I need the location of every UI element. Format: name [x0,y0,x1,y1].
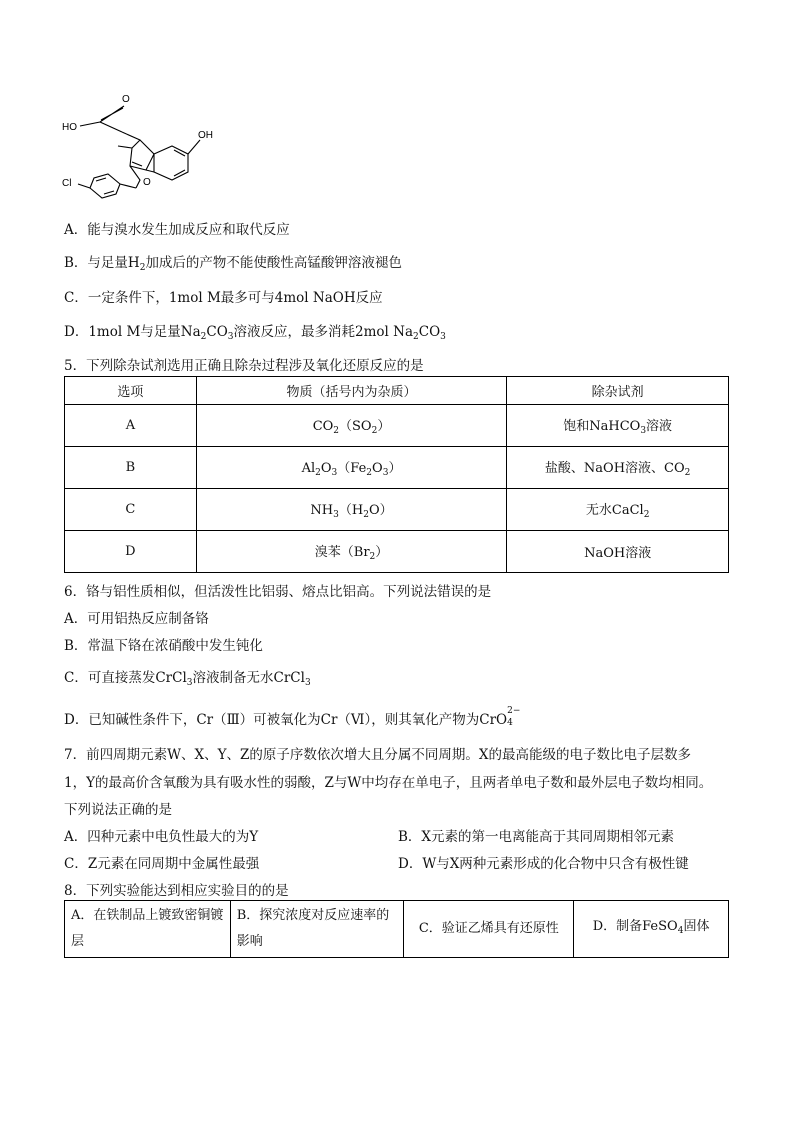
q8-table [64,900,729,958]
t: 2 [315,468,321,478]
t: 2 [363,510,369,520]
t: ） [377,419,391,434]
q6-option-c [64,666,311,688]
t: 3 [333,510,339,520]
t: ） [388,461,402,476]
q4-d-mid1: CO [206,324,228,340]
q8-option-c: C．验证乙烯具有还原性 [404,901,574,958]
carbonyl-o-label: O [143,177,151,188]
q8-option-a: A．在铁制品上镀致密铜镀层 [65,901,231,958]
t: （H [338,503,364,518]
row-option: B [65,447,197,489]
t: D．已知碱性条件下，Cr（Ⅲ）可被氧化为Cr（Ⅵ），则其氧化产物为CrO [64,712,508,728]
t: D．制备FeSO [592,919,678,934]
q4-d-sub1: 2 [200,332,207,342]
table-row [65,447,729,489]
q4-d-sub2: 3 [227,332,234,342]
q4-d-mid2: 溶液反应，最多消耗2mol Na [233,324,414,340]
q8-option-d [574,901,729,958]
q5-stem: 5．下列除杂试剂选用正确且除杂过程涉及氧化还原反应的是 [64,358,424,374]
q4-option-a [64,218,290,238]
t: 4 [677,926,684,936]
t: 2 [333,426,340,436]
header-option: 选项 [65,377,197,405]
t: 2 [643,510,650,520]
table-row [65,901,729,958]
t: （Fe [337,461,367,476]
t: 溶液制备无水CrCl [192,670,305,686]
q5-table [64,376,729,573]
header-reagent: 除杂试剂 [507,377,729,405]
q4-d-sub4: 3 [440,332,446,342]
q6-option-a: A．可用铝热反应制备铬 [64,611,209,627]
q7-line3: 下列说法正确的是 [64,802,172,818]
t: 2 [369,552,376,562]
q8-option-b: B．探究浓度对反应速率的影响 [230,901,404,958]
t: NH [310,503,334,518]
q7-option-d: D．W与X两种元素形成的化合物中只含有极性键 [398,856,689,872]
t: 3 [331,468,338,478]
q6-stem: 6．铬与铝性质相似，但活泼性比铝弱、熔点比铝高。下列说法错误的是 [64,584,492,600]
t: ） [375,545,389,560]
t: 盐酸、NaOH溶液、CO [544,461,685,476]
q7-line2: 1，Y的最高价含氧酸为具有吸水性的弱酸，Z与W中均存在单电子，且两者单电子数和最外层电子数均相同。 [64,775,713,791]
t: 2 [371,426,378,436]
t: O [372,461,383,476]
oh-label: OH [198,130,213,141]
row-reagent [507,405,729,447]
molecule-structure [60,92,230,202]
t: 3 [640,426,647,436]
row-reagent [507,447,729,489]
q4-b-post: 加成后的产物不能使酸性高锰酸钾溶液褪色 [145,255,402,271]
t: CO [312,419,334,434]
q8-stem: 8．下列实验能达到相应实验目的的是 [64,883,289,899]
q4-d-sub3: 2 [413,332,419,342]
t: O [320,461,332,476]
t: 溴苯（Br [314,545,370,560]
header-substance: 物质（括号内为杂质） [196,377,507,405]
row-reagent [507,489,729,531]
t: 溶液 [646,419,673,434]
t: 2− [507,706,521,716]
row-option: D [65,531,197,573]
q4-option-b [64,251,402,273]
q4-b-pre: B．与足量H [64,255,140,271]
q4-option-c-text: C．一定条件下，1mol M最多可与4mol NaOH反应 [64,290,383,306]
row-option: A [65,405,197,447]
t: 2 [366,468,373,478]
t: （SO [339,419,372,434]
row-option: C [65,489,197,531]
t: 3 [304,678,311,688]
table-row [65,489,729,531]
q7-option-b: B．X元素的第一电离能高于其同周期相邻元素 [398,829,675,845]
t: 固体 [683,919,710,934]
t: Al [301,461,316,476]
row-substance [196,447,507,489]
t: C．可直接蒸发CrCl [64,670,187,686]
q4-b-sub: 2 [139,263,146,273]
t: 2 [684,468,691,478]
q4-d-mid3: CO [418,324,441,340]
q6-option-d [64,708,521,728]
ion-charge [507,706,521,728]
table-header-row [65,377,729,405]
t: 3 [186,678,193,688]
t: 4 [507,718,513,728]
t: 无水CaCl [585,503,644,518]
q4-option-d [64,320,446,342]
table-row [65,531,729,573]
q7-line1: 7．前四周期元素W、X、Y、Z的原子序数依次增大且分属不同周期。X的最高能级的电子数比电子层数多 [64,747,691,763]
row-substance [196,531,507,573]
row-substance [196,489,507,531]
q4-option-c [64,286,383,306]
t: O） [368,503,393,518]
row-reagent: NaOH溶液 [507,531,729,573]
q7-option-a: A．四种元素中电负性最大的为Y [64,829,259,845]
carboxyl-o-label: O [122,94,130,105]
table-row [65,405,729,447]
row-substance [196,405,507,447]
t: 饱和NaHCO [563,419,641,434]
q4-option-a-text: A．能与溴水发生加成反应和取代反应 [64,222,290,238]
cl-label: Cl [62,178,72,189]
q4-d-pre: D．1mol M与足量Na [64,324,201,340]
q7-option-c: C．Z元素在同周期中金属性最强 [64,856,260,872]
t: 3 [382,468,389,478]
q6-option-b: B．常温下铬在浓硝酸中发生钝化 [64,638,263,654]
hooc-label: HO [62,122,77,133]
